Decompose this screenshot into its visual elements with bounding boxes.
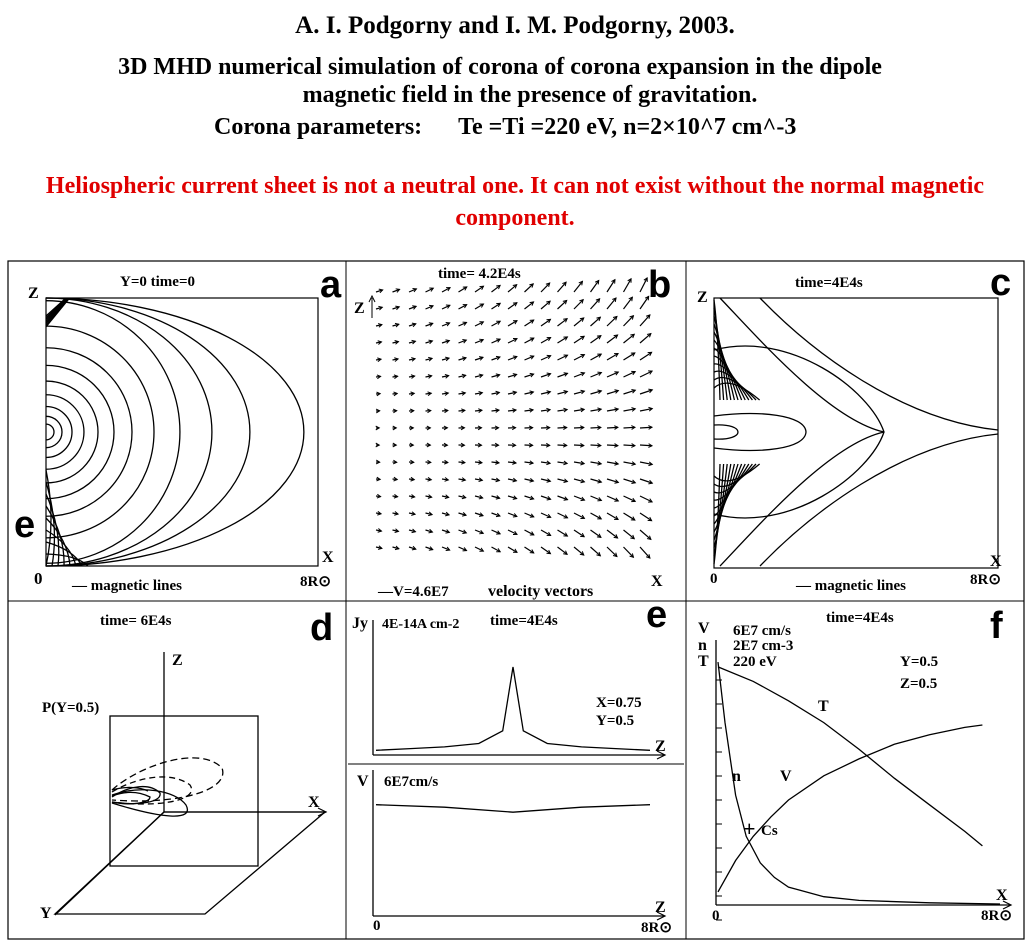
panel-f xyxy=(698,605,1012,924)
panel-e-axis-z-bottom: Z xyxy=(655,899,666,916)
panel-b-vector xyxy=(624,530,635,539)
statement: Heliospheric current sheet is not a neutral one. It can not exist without the normal magnetic component. xyxy=(45,173,985,231)
panel-f-cs-marker: + xyxy=(743,816,756,841)
panel-f-xmax: 8R⊙ xyxy=(981,908,1012,924)
panel-b-vector xyxy=(624,334,635,343)
panel-f-scale-n: 2E7 cm-3 xyxy=(733,638,794,654)
panel-b-vector xyxy=(591,547,601,556)
panel-b-vector xyxy=(624,547,634,557)
panel-c-open-line xyxy=(720,298,884,566)
panel-b-vector xyxy=(558,282,567,292)
panel-f-axis-x: X xyxy=(996,887,1008,904)
panel-c-letter: c xyxy=(990,262,1012,304)
panel-b-vector xyxy=(591,317,601,326)
panel-d-p-plane xyxy=(110,716,258,866)
panel-c-legend: — magnetic lines xyxy=(796,578,906,594)
panel-a-field-line xyxy=(46,365,114,498)
panel-b-vector xyxy=(541,301,550,309)
panel-d-caption: time= 6E4s xyxy=(100,613,172,629)
panel-f-scale-t: 220 eV xyxy=(733,654,777,670)
panel-f-curve-v-label: V xyxy=(780,768,792,785)
panel-e-y-val: Y=0.5 xyxy=(596,713,635,729)
title-line-1: 3D MHD numerical simulation of corona of corona expansion in the dipole xyxy=(118,54,882,80)
panel-b-vector xyxy=(607,530,618,538)
panel-d-axis-z: Z xyxy=(172,652,183,669)
panel-d-axis-x: X xyxy=(308,794,320,811)
panel-b-vector xyxy=(640,547,650,558)
panel-b-vector xyxy=(640,315,650,326)
panel-d-letter: d xyxy=(310,607,334,649)
panel-d-base-plane xyxy=(55,812,325,914)
panel-b-vector xyxy=(574,281,582,292)
panel-b-vector xyxy=(574,300,583,309)
panel-a-axis-z: Z xyxy=(28,285,39,302)
panel-a-xmax: 8R⊙ xyxy=(300,574,331,590)
panel-a-field-line xyxy=(46,298,304,566)
panel-c-caption: time=4E4s xyxy=(795,275,863,291)
panel-f-scale-v: 6E7 cm/s xyxy=(733,623,791,639)
panel-f-y-val: Y=0.5 xyxy=(900,654,939,670)
panel-b-vector xyxy=(607,335,618,343)
panel-f-letter: f xyxy=(990,605,1003,647)
panel-e-xmax: 8R⊙ xyxy=(641,920,672,936)
title-line-2: magnetic field in the presence of gravitation. xyxy=(302,82,758,108)
panel-a-caption: Y=0 time=0 xyxy=(120,274,195,290)
panel-c-axis-x: X xyxy=(990,553,1002,570)
panel-e-top-scale: 4E-14A cm-2 xyxy=(382,617,460,632)
panel-e-v-curve xyxy=(376,805,650,813)
panel-d-axis-y: Y xyxy=(40,905,52,922)
panel-a-field-line xyxy=(46,298,212,566)
panel-f-z-val: Z=0.5 xyxy=(900,676,938,692)
panel-c-field-lines xyxy=(714,298,998,566)
panel-b xyxy=(354,264,671,600)
panel-b-vector xyxy=(640,513,652,521)
panel-a-field-line xyxy=(46,424,54,440)
panel-f-yticks xyxy=(716,680,722,920)
panel-b-vector xyxy=(640,334,651,343)
panel-a-origin: 0 xyxy=(34,569,43,588)
panel-e-letter: e xyxy=(646,594,668,636)
panel-b-vector xyxy=(574,547,584,555)
panel-b-vector xyxy=(591,299,600,309)
panel-b-velocity-vectors xyxy=(376,278,653,558)
panel-b-vector xyxy=(640,278,647,292)
panel-c-inner-loop xyxy=(714,414,806,451)
panel-b-vector xyxy=(607,280,615,292)
panel-b-vector xyxy=(624,297,633,309)
panel-b-axis-z: Z xyxy=(354,300,365,317)
panel-c xyxy=(697,262,1011,594)
panel-b-vector xyxy=(607,547,617,557)
panel-d xyxy=(40,607,333,922)
panel-f-v-curve xyxy=(718,725,982,892)
panel-f-curve-n-label: n xyxy=(732,768,741,785)
panel-f-n-curve xyxy=(718,662,1000,904)
panel-f-cs-label: Cs xyxy=(761,823,778,839)
panel-b-axis-x: X xyxy=(651,573,663,590)
panel-a-field-line xyxy=(46,395,84,469)
panel-e-x-val: X=0.75 xyxy=(596,695,642,711)
panel-c-xmax: 8R⊙ xyxy=(970,572,1001,588)
panel-c-origin: 0 xyxy=(710,571,718,587)
panel-f-ylabel-v: V xyxy=(698,620,710,637)
panel-e-bottom-ylabel: V xyxy=(357,773,369,790)
panel-c-open-line-upper xyxy=(760,298,998,430)
panel-b-letter: b xyxy=(648,264,672,306)
panel-a-side-letter: e xyxy=(14,504,36,546)
panel-f-ylabel-t: T xyxy=(698,653,709,670)
panel-a-field-line xyxy=(46,407,72,458)
panel-f-curve-t-label: T xyxy=(818,698,829,715)
panel-e-bottom-scale: 6E7cm/s xyxy=(384,774,439,790)
panel-e xyxy=(348,594,684,936)
panel-b-vector xyxy=(607,316,617,326)
panel-b-vector xyxy=(591,280,599,292)
panel-e-axis-z-top: Z xyxy=(655,738,666,755)
panel-b-vector xyxy=(525,284,534,292)
panel-e-caption: time=4E4s xyxy=(490,613,558,629)
authors-line: A. I. Podgorny and I. M. Podgorny, 2003. xyxy=(295,12,735,39)
panel-a-frame xyxy=(46,298,318,566)
panel-c-axis-z: Z xyxy=(697,289,708,306)
panel-a-field-line xyxy=(46,348,132,517)
panel-f-ylabel-n: n xyxy=(698,637,707,654)
panel-a xyxy=(14,264,342,594)
panel-c-separatrix xyxy=(714,346,884,518)
panel-c-core-loop xyxy=(714,425,738,439)
panel-a-legend: — magnetic lines xyxy=(72,578,182,594)
panel-f-caption: time=4E4s xyxy=(826,610,894,626)
panel-f-origin: 0 xyxy=(712,908,720,924)
panel-d-loops xyxy=(112,758,223,816)
panel-b-vector xyxy=(558,300,567,309)
panel-b-vector xyxy=(607,298,616,309)
panel-b-vector xyxy=(541,283,550,292)
panel-b-legend-text: velocity vectors xyxy=(488,583,594,600)
params-label: Corona parameters: xyxy=(214,114,423,140)
panel-d-plane-label: P(Y=0.5) xyxy=(42,700,100,716)
panel-e-top-ylabel: Jy xyxy=(352,615,368,632)
panel-a-field-lines xyxy=(46,298,304,566)
panel-b-vector xyxy=(574,318,584,326)
params-math: Te =Ti =220 eV, n=2×10^7 cm^-3 xyxy=(458,114,797,140)
panel-b-vector xyxy=(640,352,652,360)
panel-f-t-curve xyxy=(718,667,982,846)
panel-b-vector xyxy=(624,279,632,292)
panel-b-vector xyxy=(640,530,651,539)
panel-a-axis-x: X xyxy=(322,549,334,566)
panel-b-legend-scale: —V=4.6E7 xyxy=(378,584,449,600)
panel-d-loop-dashed-1 xyxy=(112,758,223,801)
panel-b-vector xyxy=(624,316,634,326)
panel-e-origin: 0 xyxy=(373,918,381,934)
panel-b-caption: time= 4.2E4s xyxy=(438,266,521,282)
panel-a-letter: a xyxy=(320,264,342,306)
panel-a-field-line xyxy=(46,298,250,566)
panel-a-field-line xyxy=(46,301,180,564)
panel-c-open-line-lower xyxy=(760,434,998,566)
